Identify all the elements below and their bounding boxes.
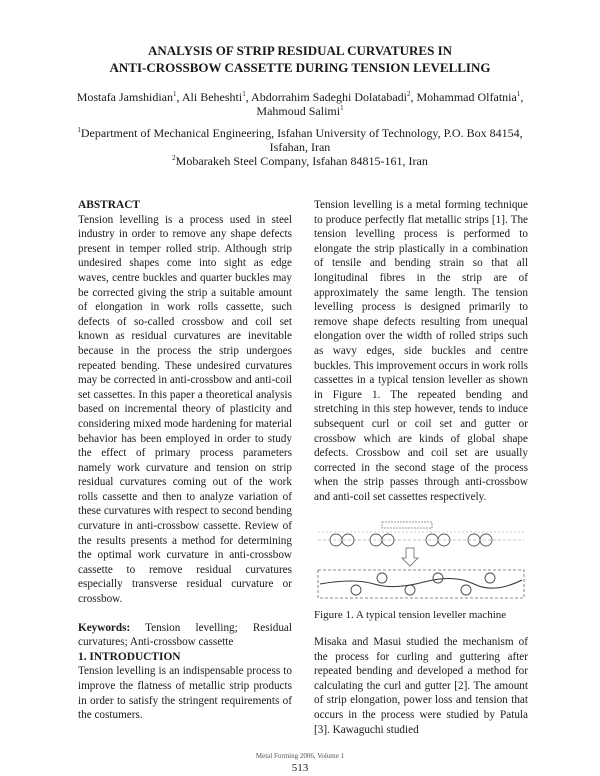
affiliation-line: Isfahan, Iran [269,140,331,154]
affiliation-line: Department of Mechanical Engineering, Isfahan University of Technology, P.O. Box 84154, [80,126,523,140]
author-name: Abdorrahim Sadeghi Dolatabadi [251,90,407,104]
intro-paragraph: Tension levelling is an indispensable process to improve the flatness of metallic strip products in order to satisfy the stringent requirements of the costumers. [78,665,292,722]
roll [461,585,471,595]
title-line-2: ANTI-CROSSBOW CASSETTE DURING TENSION LEVELLING [109,60,491,75]
keywords-text: Tension levelling; Residual curvatures; Anti-crossbow cassette [78,621,292,649]
left-column [78,198,292,723]
abstract-heading: ABSTRACT [78,199,141,211]
journal-footer: Metal Forming 2006, Volume 1 [255,752,345,760]
author-list: Mostafa Jamshidian$^1$, Ali Beheshti$^1$, Abdorrahim Sadeghi Dolatabadi$^2$, Mohammad Olfatnia$^1$, Mahmoud Salimi$^1$ [76,90,524,118]
author-name: Ali Beheshti [181,90,243,104]
paper-title [40,42,560,76]
abstract-text: Tension levelling is a process used in steel industry in order to remove any shape defects present in temper rolled strip. Although strip undesired shapes come into sight as edge waves, centre buckles and quarter buckles may be corrected giving the strip a suitable amount of elongation in work rolls cassette, such defects of so-called crossbow and coil set known as residual curvatures are inevitable because in the process the strip undergoes repeated bending. These undesired curvatures may be corrected in anti-crossbow and anti-coil set cassettes. In this paper a theoretical analysis based on incremental theory of plasticity and considering mixed mode hardening for material behavior has been employed in order to study the effect of primary process parameters namely work curvature and tension on strip residual curvatures coming out of the work rolls cassette and then to analyze variation of these curvatures with respect to second bending curvature in anti-crossbow cassette. Review of the results presents a method for determining the optimal work curvature in anti-crossbow cassette to remove residual curvatures especially transverse residual curvature or crossbow. [78,213,292,606]
roll [485,573,495,583]
figure-caption: Figure 1. A typical tension leveller machine [314,609,507,622]
keywords [78,621,292,650]
author-name: Mostafa Jamshidian [76,90,174,104]
roll [351,585,361,595]
page-number: 513 [291,762,309,774]
affiliation-line: Mobarakeh Steel Company, Isfahan 84815-161, Iran [175,154,428,168]
intro-heading: 1. INTRODUCTION [78,650,181,663]
intro-paragraph-2: Misaka and Masui studied the mechanism of the process for curling and guttering after repeated bending and developed a method for calculating the curl and gutter [2]. The amount of strip elongation, power loss and tension that occurs in the process were studied by Patula [3]. Kawaguchi studied [314,636,528,736]
intro-paragraph-continued: Tension levelling is a metal forming technique to produce perfectly flat metallic strips [1]. The tension levelling process is performed to elongate the strip plastically in a combination of tensile and bending strain so that all longitudinal fibres in the strip are of approximately the same length. The tension levelling process is designed primarily to remove shape defects resulting from unequal elongation over the width of rolled strips such as wavy edges, side buckles and centre buckles. This improvement occurs in work rolls cassettes in a typical tension leveller as shown in Figure 1. The repeated bending and stretching in this step however, tends to induce subsequent curl or coil set and gutter or crossbow which are kinds of global shape defects. Crossbow and coil set are usually corrected in the second stage of the process when the strip passes through anti-crossbow and anti-coil set cassettes respectively. [314,199,528,503]
strip-wave [320,579,522,589]
title-line-1: ANALYSIS OF STRIP RESIDUAL CURVATURES IN [147,43,453,58]
author-name: Mohammad Olfatnia [416,90,517,104]
down-arrow-icon [402,548,418,566]
roll [377,573,387,583]
tension-leveller-diagram [314,518,528,606]
roll [405,585,415,595]
keywords-label: Keywords: [78,621,131,634]
roll [426,534,438,546]
author-name: Mahmoud Salimi [256,104,341,118]
cassette-frame [382,522,432,528]
right-column [314,198,528,737]
figure-1 [314,518,528,606]
affiliations: $^1$Department of Mechanical Engineering, Isfahan University of Technology, P.O. Box 84154, Isfahan, Iran $^2$Mobarakeh Steel Company, Isfahan 84815-161, Iran [60,126,540,168]
roll [433,573,443,583]
